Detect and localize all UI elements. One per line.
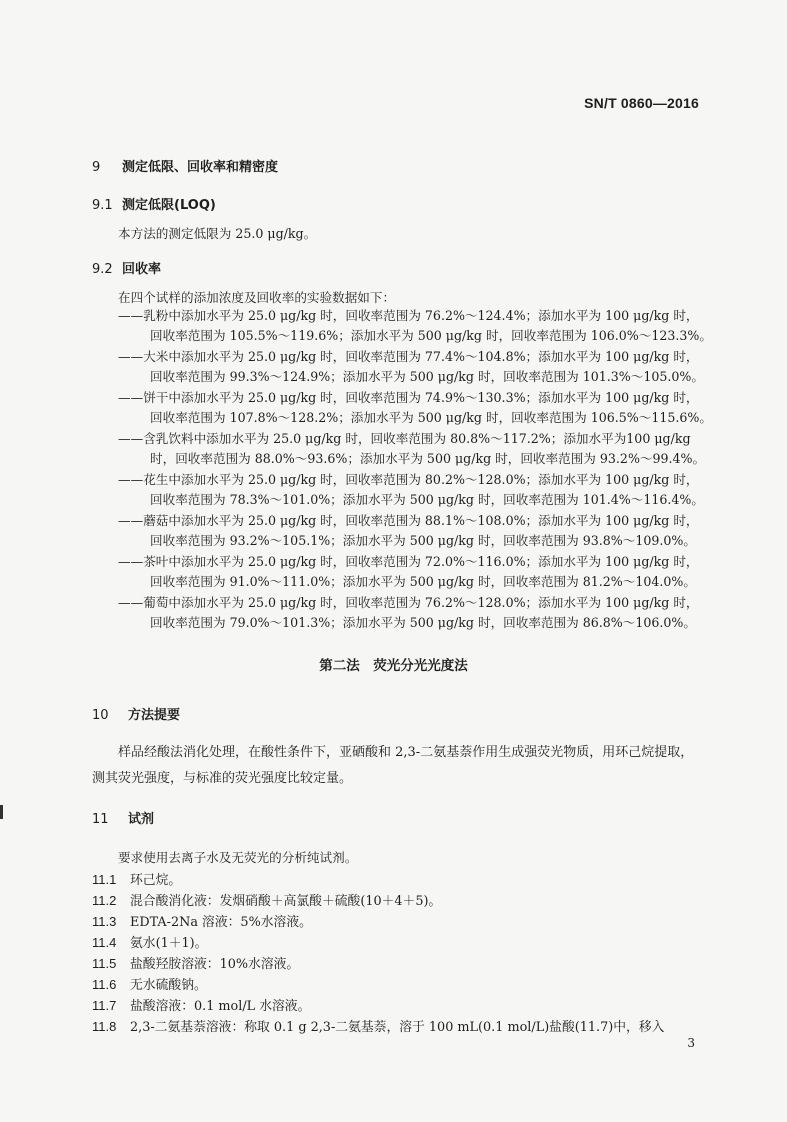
section-9-heading [92,156,278,175]
section-11-heading [92,808,154,827]
section-number: 10 [92,708,109,723]
recovery-item-peanut-line2: 回收率范围为 78.3%～101.0%；添加水平为 500 μg/kg 时，回收率范围为 101.4%～116.4%。 [150,492,704,507]
reagent-text: 环己烷。 [130,873,182,888]
section-title: 方法提要 [128,708,181,723]
recovery-item-rice-line1: ——大米中添加水平为 25.0 μg/kg 时，回收率范围为 77.4%～104.8%；添加水平为 100 μg/kg 时， [118,349,699,364]
method-2-title: 第二法 荧光分光光度法 [319,658,468,674]
standard-code: SN/T 0860—2016 [584,95,699,111]
reagent-item [92,974,207,993]
reagent-number: 11.8 [92,1019,117,1034]
recovery-item-peanut-line1: ——花生中添加水平为 25.0 μg/kg 时，回收率范围为 80.2%～128.0%；添加水平为 100 μg/kg 时， [118,472,699,487]
reagent-text: EDTA-2Na 溶液：5%水溶液。 [130,915,312,930]
reagent-item [92,953,299,972]
reagent-item [92,890,441,909]
recovery-item-grape-line1: ——葡萄中添加水平为 25.0 μg/kg 时，回收率范围为 76.2%～128.0%；添加水平为 100 μg/kg 时， [118,595,699,610]
section-number: 9 [92,160,101,175]
reagent-item [92,869,181,888]
recovery-item-mushroom-line1: ——蘑菇中添加水平为 25.0 μg/kg 时，回收率范围为 88.1%～108.0%；添加水平为 100 μg/kg 时， [118,513,699,528]
reagent-text: 无水硫酸钠。 [130,978,207,993]
recovery-item-rice-line2: 回收率范围为 99.3%～124.9%；添加水平为 500 μg/kg 时，回收率范围为 101.3%～105.0%。 [150,369,704,384]
section-number: 11 [92,812,109,827]
recovery-intro: 在四个试样的添加浓度及回收率的实验数据如下： [118,290,396,305]
recovery-item-milk-drink-line1: ——含乳饮料中添加水平为 25.0 μg/kg 时，回收率范围为 80.8%～117.2%；添加水平为100 μg/kg [118,431,691,446]
reagent-item [92,1016,664,1035]
recovery-item-grape-line2: 回收率范围为 79.0%～101.3%；添加水平为 500 μg/kg 时，回收率范围为 86.8%～106.0%。 [150,615,696,630]
reagent-text: 盐酸溶液：0.1 mol/L 水溶液。 [130,999,311,1014]
reagent-item [92,995,310,1014]
scan-edge-mark [0,805,3,819]
recovery-item-milk-drink-line2: 时，回收率范围为 88.0%～93.6%；添加水平为 500 μg/kg 时，回收率范围为 93.2%～99.4%。 [150,451,706,466]
reagent-text: 盐酸羟胺溶液：10%水溶液。 [130,957,300,972]
recovery-item-biscuit-line2: 回收率范围为 107.8%～128.2%；添加水平为 500 μg/kg 时，回收率范围为 106.5%～115.6%。 [150,410,712,425]
recovery-item-biscuit-line1: ——饼干中添加水平为 25.0 μg/kg 时，回收率范围为 74.9%～130.3%；添加水平为 100 μg/kg 时， [118,390,699,405]
reagent-text: 混合酸消化液：发烟硝酸＋高氯酸＋硫酸(10＋4＋5)。 [130,894,442,909]
reagent-text: 2,3-二氨基萘溶液：称取 0.1 g 2,3-二氨基萘，溶于 100 mL(0.1 mol/L)盐酸(11.7)中，移入 [130,1020,665,1035]
section-title: 测定低限、回收率和精密度 [122,160,279,175]
reagent-number: 11.3 [92,914,117,929]
page-number: 3 [687,1036,695,1050]
recovery-item-milk-powder-line2: 回收率范围为 105.5%～119.6%；添加水平为 500 μg/kg 时，回收率范围为 106.0%～123.3%。 [150,328,712,343]
reagent-number: 11.7 [92,998,117,1013]
section-9-2-heading [92,258,161,277]
section-title: 测定低限(LOQ) [122,198,216,213]
reagent-intro: 要求使用去离子水及无荧光的分析纯试剂。 [118,850,358,865]
loq-statement: 本方法的测定低限为 25.0 μg/kg。 [118,226,317,241]
reagent-text: 氨水(1＋1)。 [130,936,208,951]
recovery-item-tea-line1: ——茶叶中添加水平为 25.0 μg/kg 时，回收率范围为 72.0%～116.0%；添加水平为 100 μg/kg 时， [118,554,699,569]
method-summary-paragraph: 样品经酸法消化处理，在酸性条件下，亚硒酸和 2,3-二氨基萘作用生成强荧光物质，用环己烷提取，测其荧光强度，与标准的荧光强度比较定量。 [92,745,694,786]
reagent-item [92,911,312,930]
section-number: 9.2 [92,262,113,277]
section-9-1-heading [92,194,216,213]
section-number: 9.1 [92,198,113,213]
recovery-item-milk-powder-line1: ——乳粉中添加水平为 25.0 μg/kg 时，回收率范围为 76.2%～124.4%；添加水平为 100 μg/kg 时， [118,308,699,323]
recovery-item-mushroom-line2: 回收率范围为 93.2%～105.1%；添加水平为 500 μg/kg 时，回收率范围为 93.8%～109.0%。 [150,533,696,548]
section-title: 试剂 [128,812,155,827]
reagent-item [92,932,207,951]
reagent-number: 11.5 [92,956,117,971]
reagent-number: 11.4 [92,935,117,950]
section-10-heading [92,704,180,723]
reagent-number: 11.2 [92,893,117,908]
reagent-number: 11.1 [92,872,117,887]
reagent-number: 11.6 [92,977,117,992]
section-title: 回收率 [122,262,162,277]
recovery-item-tea-line2: 回收率范围为 91.0%～111.0%；添加水平为 500 μg/kg 时，回收率范围为 81.2%～104.0%。 [150,574,696,589]
